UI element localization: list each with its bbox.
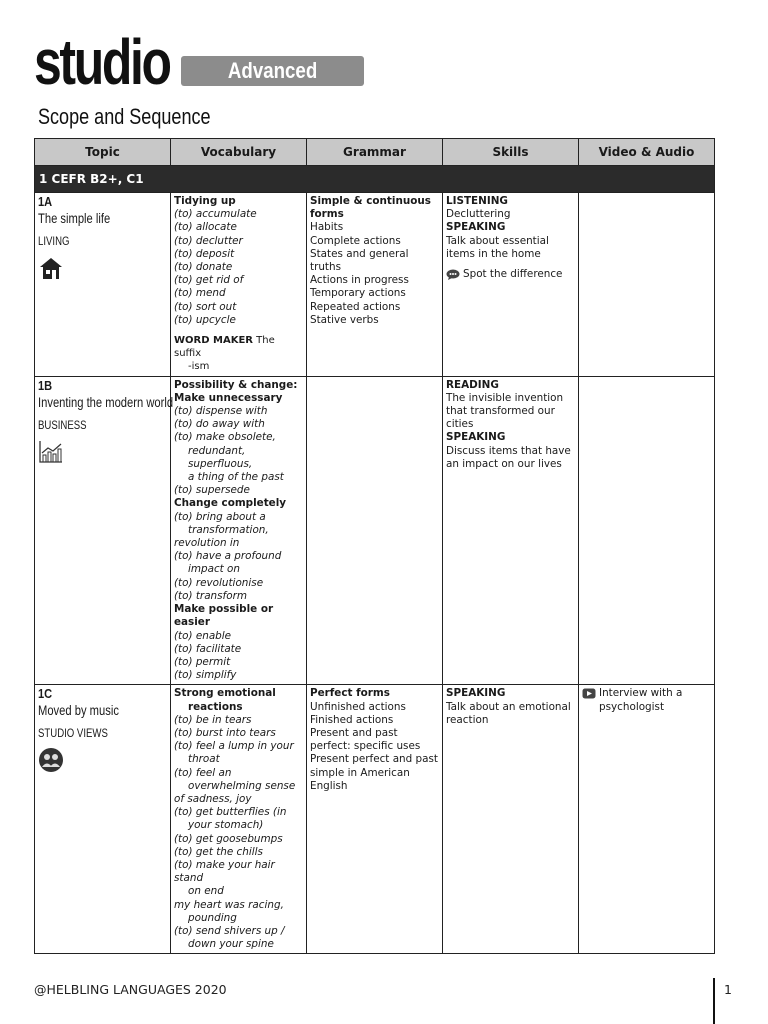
scope-sequence-table <box>34 138 715 954</box>
list-item: (to) send shivers up / <box>174 924 285 937</box>
list-item: (to) simplify <box>174 669 237 682</box>
list-item: (to) accumulate <box>174 208 257 221</box>
lesson-code: 1A <box>38 194 53 209</box>
list-item: (to) get rid of <box>174 274 244 287</box>
word-maker-suffix: -ism <box>188 361 210 373</box>
skills-cell <box>443 685 579 954</box>
list-item: (to) permit <box>174 655 231 668</box>
word-maker-text: The suffix <box>174 335 275 360</box>
speech-bubble-icon <box>446 269 460 280</box>
people-icon <box>38 747 64 773</box>
list-item: (to) get butterflies (in <box>174 806 287 819</box>
list-item: Tidying up <box>174 195 236 207</box>
list-item: Habits <box>310 221 344 234</box>
grammar-list <box>310 687 439 793</box>
list-item: overwhelming sense <box>188 779 296 792</box>
list-item: Present perfect and past simple in American English <box>310 753 438 792</box>
list-item: (to) have a profound <box>174 550 282 563</box>
word-maker <box>174 334 303 374</box>
list-item: impact on <box>188 563 241 576</box>
table-row <box>35 685 715 954</box>
list-item: transformation, <box>188 523 269 536</box>
skills-cell <box>443 193 579 377</box>
list-item: SPEAKING <box>446 687 506 700</box>
list-item: Finished actions <box>310 713 394 726</box>
list-item: a thing of the past <box>188 471 284 484</box>
skills-cell <box>443 376 579 685</box>
media-cell <box>579 193 715 377</box>
vocabulary-list <box>174 687 303 951</box>
list-item: on end <box>188 885 224 898</box>
list-item: (to) do away with <box>174 418 265 431</box>
topic-cell <box>35 193 171 377</box>
list-item: (to) burst into tears <box>174 726 276 739</box>
list-item: Simple & continuous forms <box>310 195 431 221</box>
unit-row <box>35 166 715 193</box>
topic-cell <box>35 376 174 685</box>
list-item: redundant, superfluous, <box>188 444 253 470</box>
list-item: Talk about an emotional reaction <box>446 700 571 726</box>
lesson-category: STUDIO VIEWS <box>38 726 108 741</box>
list-item: Make unnecessary <box>174 391 283 404</box>
list-item: LISTENING <box>446 195 508 207</box>
skills-list <box>446 195 575 261</box>
grammar-list <box>310 195 439 327</box>
vocabulary-list <box>174 379 303 683</box>
header-topic: Topic <box>35 139 171 166</box>
table-row <box>35 376 715 685</box>
grammar-cell <box>307 376 443 685</box>
list-item: throat <box>188 753 220 766</box>
video-icon <box>582 688 596 699</box>
list-item: States and general truths <box>310 247 409 274</box>
table-row <box>35 193 715 377</box>
lesson-title: The simple life <box>38 210 111 226</box>
list-item: (to) feel a lump in your <box>174 740 294 753</box>
skills-extra-text: Spot the difference <box>463 268 563 281</box>
list-item: (to) allocate <box>174 221 237 234</box>
copyright: @HELBLING LANGUAGES 2020 <box>34 982 227 997</box>
list-item: Present and past perfect: specific uses <box>310 726 421 753</box>
list-item: of sadness, joy <box>174 792 252 805</box>
list-item: (to) transform <box>174 589 247 602</box>
chart-icon <box>38 439 64 465</box>
grammar-cell <box>307 193 443 377</box>
list-item: SPEAKING <box>446 221 506 234</box>
list-item: (to) dispense with <box>174 405 268 418</box>
list-item: (to) declutter <box>174 234 243 247</box>
house-icon <box>38 255 64 281</box>
list-item: Temporary actions <box>310 287 406 300</box>
list-item: (to) be in tears <box>174 713 252 726</box>
list-item: (to) enable <box>174 629 232 642</box>
lesson-category: BUSINESS <box>38 417 87 432</box>
topic-cell <box>35 685 171 954</box>
list-item: (to) make your hair stand <box>174 858 275 885</box>
list-item: Change completely <box>174 497 287 510</box>
list-item: pounding <box>188 911 237 924</box>
list-item: (to) sort out <box>174 300 237 313</box>
header-video-audio: Video & Audio <box>579 139 715 166</box>
lesson-code: 1C <box>38 686 53 702</box>
word-maker-label: WORD MAKER <box>174 335 253 347</box>
list-item: down your spine <box>188 938 274 951</box>
skills-extra <box>446 268 575 281</box>
list-item: (to) facilitate <box>174 642 242 655</box>
list-item: (to) donate <box>174 261 233 274</box>
level-badge: Advanced <box>181 56 364 86</box>
media-item <box>582 687 711 713</box>
list-item: your stomach) <box>188 819 264 832</box>
list-item: Talk about essential items in the home <box>446 234 549 260</box>
list-item: SPEAKING <box>446 431 506 444</box>
brand-logo: studio <box>34 26 170 98</box>
list-item: (to) get goosebumps <box>174 832 283 845</box>
media-cell <box>579 376 715 685</box>
table-header-row <box>35 139 715 166</box>
lesson-code: 1B <box>38 377 53 393</box>
lesson-category: LIVING <box>38 234 70 248</box>
lesson-title: Moved by music <box>38 702 119 719</box>
list-item: Make possible or easier <box>174 603 274 629</box>
list-item: (to) make obsolete, <box>174 431 276 444</box>
list-item: READING <box>446 378 499 391</box>
list-item: (to) bring about a <box>174 510 266 523</box>
header-vocabulary: Vocabulary <box>171 139 307 166</box>
list-item: Stative verbs <box>310 313 379 326</box>
list-item: Unfinished actions <box>310 700 406 713</box>
vocabulary-cell <box>171 376 307 685</box>
list-item: (to) supersede <box>174 484 250 497</box>
lesson-title: Inventing the modern world <box>38 393 174 410</box>
list-item: Perfect forms <box>310 687 390 700</box>
list-item: (to) revolutionise <box>174 576 264 589</box>
list-item: Repeated actions <box>310 300 401 313</box>
list-item: (to) get the chills <box>174 845 263 858</box>
skills-list <box>446 687 575 727</box>
page-title: Scope and Sequence <box>38 104 211 129</box>
skills-list <box>446 379 575 471</box>
list-item: The invisible invention that transformed our cities <box>446 391 564 431</box>
header-grammar: Grammar <box>307 139 443 166</box>
media-cell <box>579 685 715 954</box>
unit-label: 1 CEFR B2+, C1 <box>35 166 715 193</box>
header-skills: Skills <box>443 139 579 166</box>
list-item: revolution in <box>174 537 240 550</box>
vocabulary-list <box>174 195 303 327</box>
list-item: Strong emotional <box>174 687 276 700</box>
list-item: reactions <box>188 700 243 713</box>
list-item: Possibility & change: <box>174 378 298 391</box>
media-text: Interview with a psychologist <box>599 687 683 713</box>
vocabulary-cell <box>171 685 307 954</box>
list-item: (to) upcycle <box>174 313 236 326</box>
list-item: Complete actions <box>310 234 401 247</box>
list-item: my heart was racing, <box>174 898 284 911</box>
list-item: (to) mend <box>174 287 226 300</box>
page-divider <box>713 978 715 1024</box>
page-number: 1 <box>724 982 732 997</box>
list-item: (to) feel an <box>174 766 232 779</box>
list-item: Discuss items that have an impact on our lives <box>446 444 571 470</box>
list-item: Decluttering <box>446 208 511 221</box>
grammar-cell <box>307 685 443 954</box>
list-item: Actions in progress <box>310 274 409 287</box>
list-item: (to) deposit <box>174 247 235 260</box>
vocabulary-cell <box>171 193 307 377</box>
